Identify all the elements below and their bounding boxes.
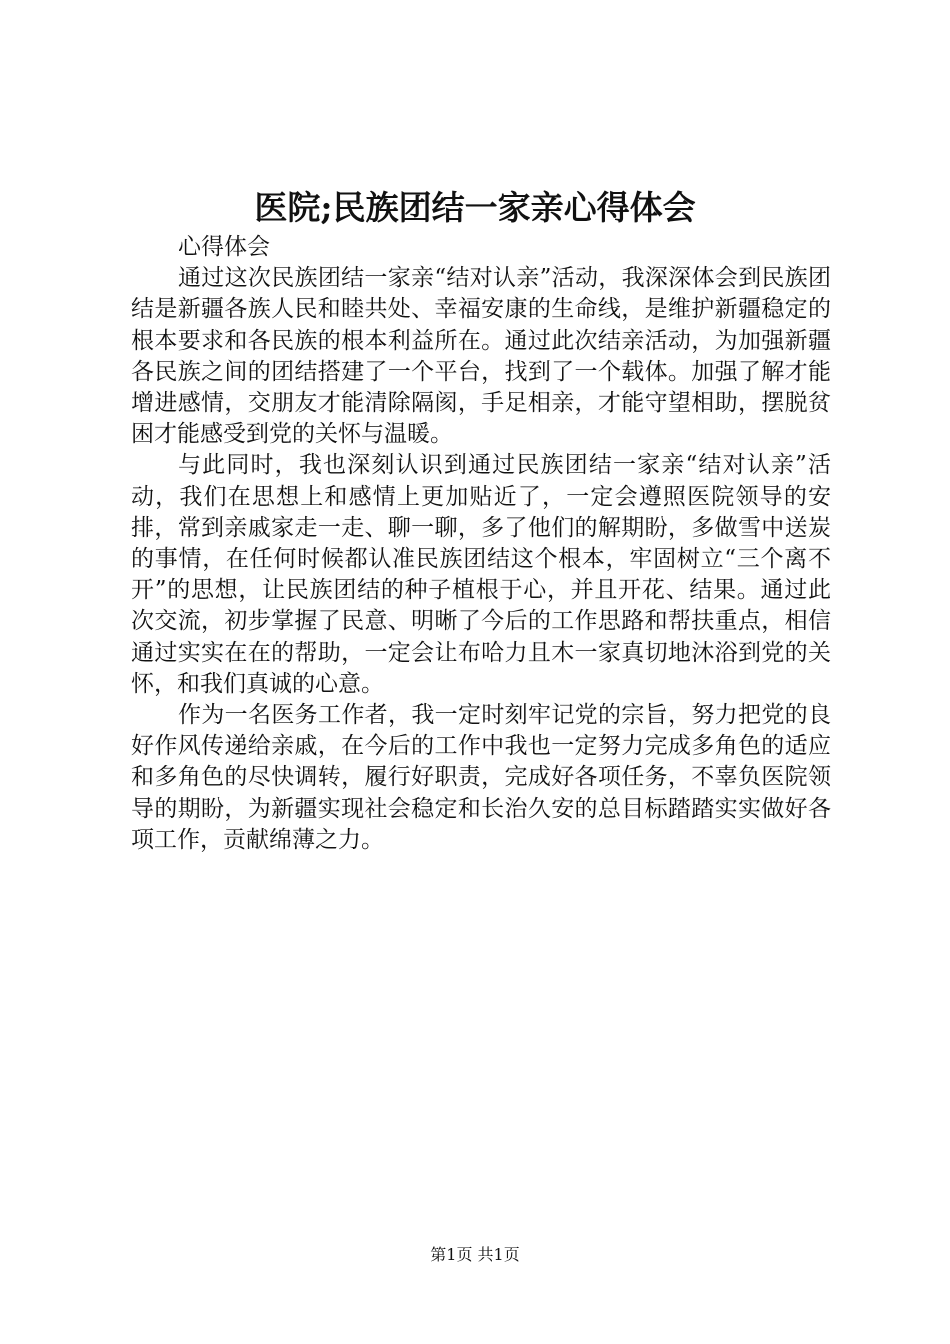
paragraph-1: 通过这次民族团结一家亲“结对认亲”活动，我深深体会到民族团结是新疆各族人民和睦共处、幸福安康的生命线，是维护新疆稳定的根本要求和各民族的根本利益所在。通过此次结亲活动，为加强新疆各民族之间的团结搭建了一个平台，找到了一个载体。加强了解才能增进感情，交朋友才能清除隔阂，手足相亲，才能守望相助，摆脱贫困才能感受到党的关怀与温暖。 [131,265,831,448]
subtitle-line: 心得体会 [178,234,270,260]
page-footer: 第1页 共1页 [430,1245,520,1264]
document-title: 医院;民族团结一家亲心得体会 [254,188,696,227]
paragraph-2: 与此同时，我也深刻认识到通过民族团结一家亲“结对认亲”活动，我们在思想上和感情上更加贴近了，一定会遵照医院领导的安排，常到亲戚家走一走、聊一聊，多了他们的解期盼，多做雪中送炭的事情，在任何时候都认准民族团结这个根本，牢固树立“三个离不开”的思想，让民族团结的种子植根于心，并且开花、结果。通过此次交流，初步掌握了民意、明晰了今后的工作思路和帮扶重点，相信通过实实在在的帮助，一定会让布哈力且木一家真切地沐浴到党的关怀，和我们真诚的心意。 [131,452,831,697]
document-body [131,232,831,856]
paragraph-3: 作为一名医务工作者，我一定时刻牢记党的宗旨，努力把党的良好作风传递给亲戚，在今后的工作中我也一定努力完成多角色的适应和多角色的尽快调转，履行好职责，完成好各项任务，不辜负医院领导的期盼，为新疆实现社会稳定和长治久安的总目标踏踏实实做好各项工作，贡献绵薄之力。 [131,702,831,853]
